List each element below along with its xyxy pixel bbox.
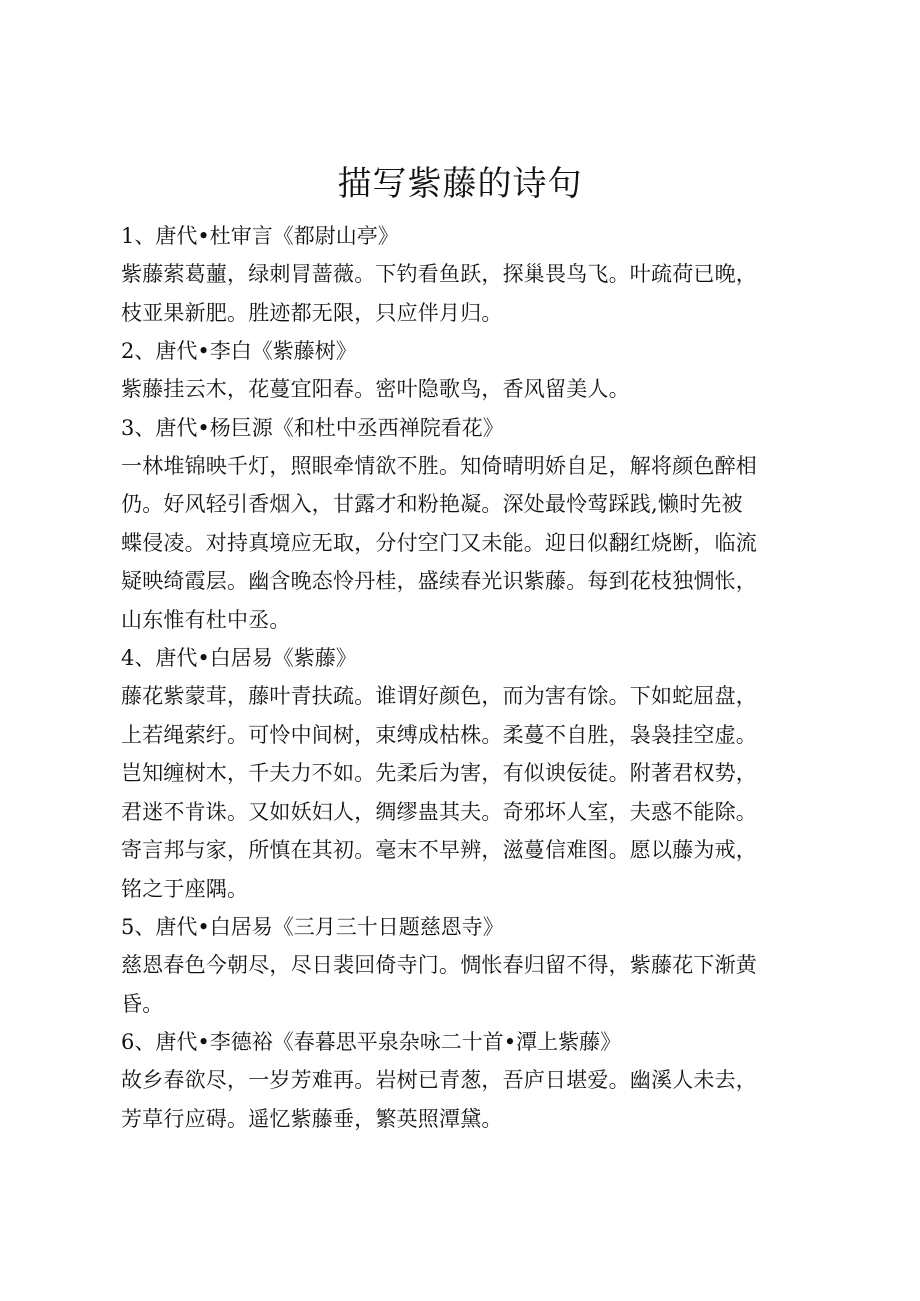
poem-heading: 2、唐代•李白《紫藤树》 — [121, 339, 357, 363]
poem-section — [121, 217, 821, 332]
poem-heading: 1、唐代•杜审言《都尉山亭》 — [121, 224, 399, 248]
poem-line: 故乡春欲尽，一岁芳难再。岩树已青葱，吾庐日堪爱。幽溪人未去， — [121, 1068, 757, 1092]
poem-heading: 3、唐代•杨巨源《和杜中丞西禅院看花》 — [121, 415, 504, 440]
poem-line: 芳草行应碍。遥忆紫藤垂，繁英照潭黛。 — [121, 1106, 503, 1131]
poem-line: 一林堆锦映千灯，照眼牵情欲不胜。知倚晴明娇自足，解将颜色醉相 — [121, 453, 757, 478]
page-title: 描写紫藤的诗句 — [337, 164, 583, 204]
poem-line: 寄言邦与家，所慎在其初。毫末不早辨，滋蔓信难图。愿以藤为戒， — [121, 838, 757, 862]
poem-line: 慈恩春色今朝尽，尽日裴回倚寺门。惆怅春归留不得，紫藤花下渐黄 — [121, 953, 757, 977]
poem-list — [121, 217, 821, 1138]
poem-line: 枝亚果新肥。胜迹都无限，只应伴月归。 — [121, 300, 503, 325]
poem-line: 仍。好风轻引香烟入，甘露才和粉艳凝。深处最怜莺踩践,懒时先被 — [121, 492, 743, 516]
poem-heading: 4、唐代•白居易《紫藤》 — [121, 646, 357, 670]
poem-line: 岂知缠树木，千夫力不如。先柔后为害，有似谀佞徒。附著君权势， — [121, 761, 757, 785]
poem-line: 紫藤萦葛蘁，绿刺冐蔷薇。下钓看鱼跃，探巢畏鸟飞。叶疏荷已晚， — [121, 262, 757, 286]
poem-line: 上若绳萦纡。可怜中间树，束缚成枯株。柔蔓不自胜，袅袅挂空虚。 — [121, 722, 757, 747]
poem-line: 铭之于座隅。 — [121, 876, 249, 901]
poem-line: 君迷不肯诛。又如妖妇人，绸缪蛊其夫。奇邪坏人室，夫惑不能除。 — [121, 799, 757, 824]
poem-line: 藤花紫蒙茸，藤叶青扶疏。谁谓好颜色，而为害有馀。下如蛇屈盘， — [121, 684, 757, 708]
poem-heading: 5、唐代•白居易《三月三十日题慈恩寺》 — [121, 915, 504, 939]
poem-section — [121, 332, 821, 409]
poem-line: 紫藤挂云木，花蔓宜阳春。密叶隐歌鸟，香风留美人。 — [121, 377, 630, 401]
poem-section — [121, 409, 821, 640]
poem-heading: 6、唐代•李德裕《春暮思平泉杂咏二十首•潭上紫藤》 — [121, 1030, 622, 1054]
poem-line: 山东惟有杜中丞。 — [121, 607, 291, 632]
poem-line: 昏。 — [121, 991, 164, 1016]
poem-line: 蝶侵凌。对持真境应无取，分付空门又未能。迎日似翻红烧断，临流 — [121, 530, 757, 555]
poem-line: 疑映绮霞层。幽含晚态怜丹桂，盛续春光识紫藤。每到花枝独惆怅， — [121, 569, 757, 593]
poem-section — [121, 639, 821, 908]
poem-section — [121, 908, 821, 1023]
poem-section — [121, 1023, 821, 1138]
